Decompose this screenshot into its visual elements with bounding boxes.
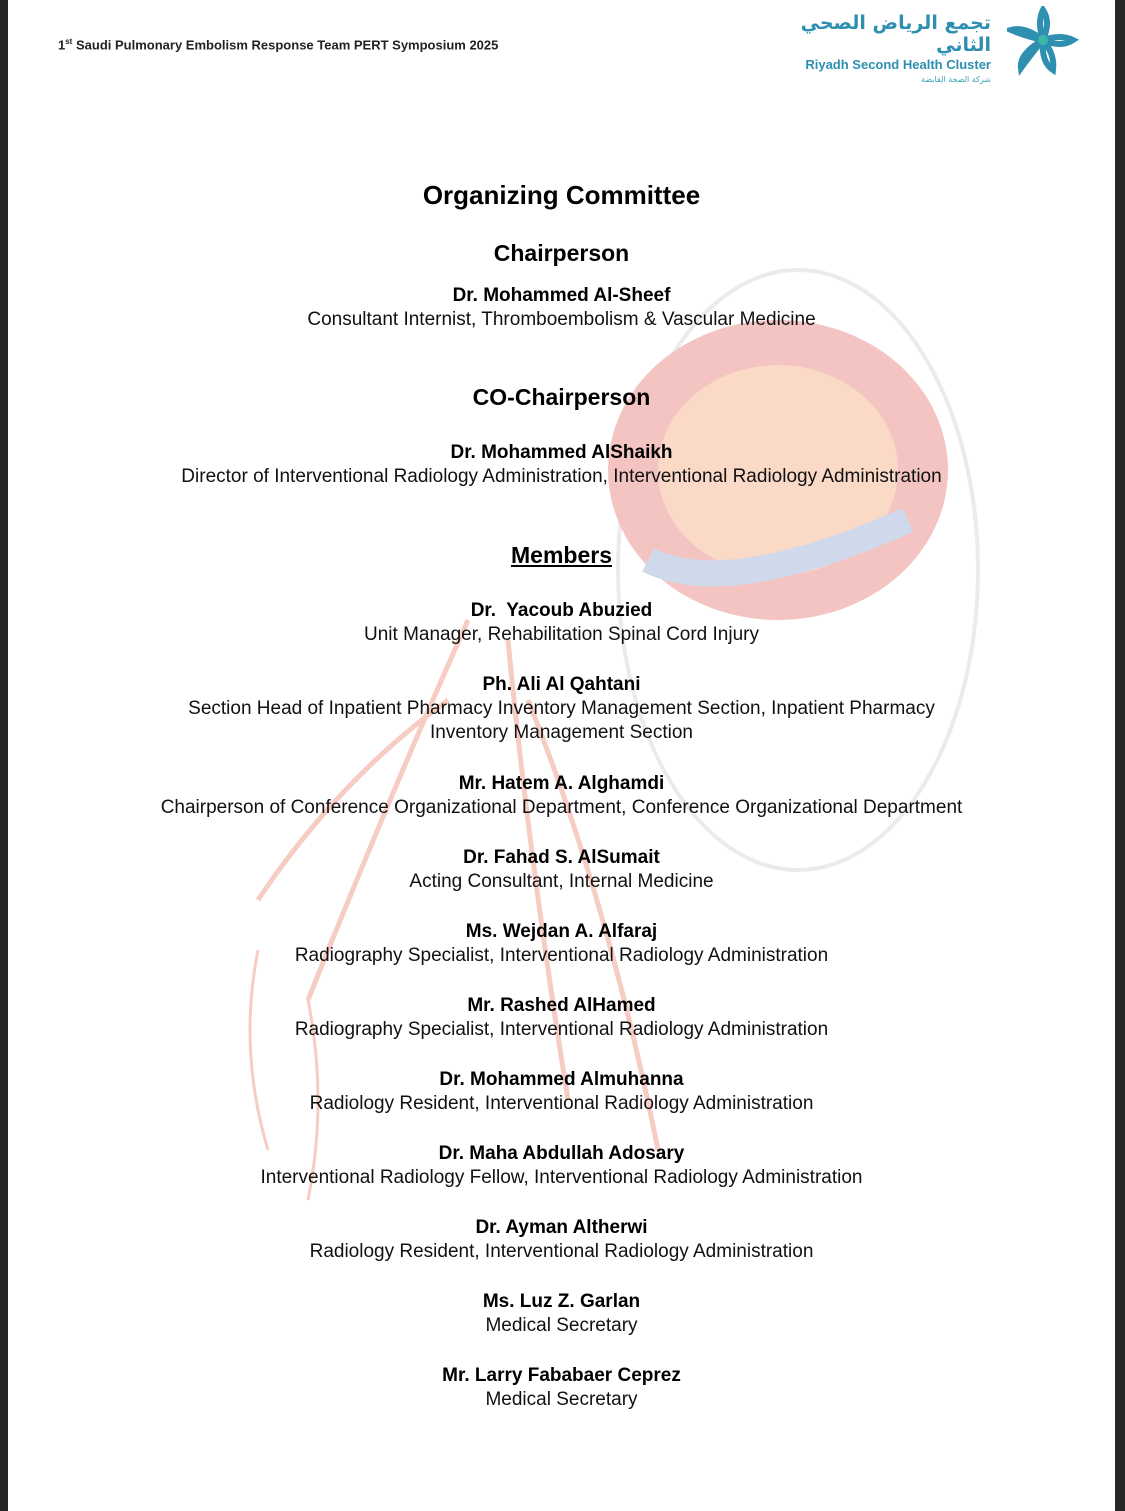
member-entry [68, 846, 1055, 894]
member-entry [68, 599, 1055, 647]
member-entry [68, 1216, 1055, 1264]
member-name: Ph. Ali Al Qahtani [482, 674, 641, 695]
logo-english-name: Riyadh Second Health Cluster [805, 57, 991, 72]
member-role: Radiography Specialist, Interventional Radiology Administration [294, 945, 829, 966]
member-entry [68, 920, 1055, 968]
member-name: Dr. Yacoub Abuzied [470, 600, 653, 621]
member-role: Radiology Resident, Interventional Radiology Administration [309, 1093, 814, 1114]
member-name: Dr. Ayman Altherwi [475, 1217, 648, 1238]
chair-role: Consultant Internist, Thromboembolism & Vascular Medicine [307, 309, 816, 330]
member-name: Dr. Mohammed Almuhanna [439, 1069, 684, 1090]
member-role: Radiology Resident, Interventional Radiology Administration [309, 1241, 814, 1262]
cochair-heading: CO-Chairperson [472, 384, 651, 410]
member-entry [68, 1364, 1055, 1412]
member-name: Mr. Hatem A. Alghamdi [458, 773, 665, 794]
embolism-watermark-illustration [8, 0, 1115, 1511]
logo-text-block [779, 12, 991, 86]
member-role: Interventional Radiology Fellow, Interventional Radiology Administration [260, 1167, 863, 1188]
cochair-entry [68, 441, 1055, 489]
member-entry [68, 1068, 1055, 1116]
member-name: Dr. Fahad S. AlSumait [463, 847, 660, 868]
member-entry [68, 1290, 1055, 1338]
star-flower-logo-icon [1007, 6, 1079, 76]
member-entry [68, 772, 1055, 820]
member-role: Acting Consultant, Internal Medicine [409, 871, 714, 892]
member-entry [68, 994, 1055, 1042]
cochair-name: Dr. Mohammed AlShaikh [450, 442, 673, 463]
cochair-role: Director of Interventional Radiology Administration, Interventional Radiology Administration [181, 466, 942, 487]
member-entry [68, 673, 1055, 745]
member-name: Ms. Luz Z. Garlan [482, 1291, 641, 1312]
member-entry [68, 1142, 1055, 1190]
document-page [8, 0, 1115, 1511]
member-role: Chairperson of Conference Organizational Department, Conference Organizational Department [160, 797, 963, 818]
member-name: Mr. Larry Fababaer Ceprez [442, 1365, 681, 1386]
header-title-text: Saudi Pulmonary Embolism Response Team PERT Symposium 2025 [75, 37, 499, 53]
logo-arabic-subtitle: شركة الصحة القابضة [921, 75, 991, 84]
logo-arabic-name: تجمع الرياض الصحي الثاني [800, 12, 991, 56]
header-ordinal-suffix: st [65, 37, 73, 46]
members-heading: Members [511, 542, 612, 568]
page-title: Organizing Committee [422, 180, 701, 210]
member-name: Dr. Maha Abdullah Adosary [438, 1143, 685, 1164]
member-role: Medical Secretary [485, 1389, 638, 1410]
chair-entry [68, 284, 1055, 332]
symposium-header [58, 37, 498, 52]
member-name: Ms. Wejdan A. Alfaraj [465, 921, 658, 942]
member-role: Radiography Specialist, Interventional Radiology Administration [294, 1019, 829, 1040]
header-ordinal: 1 [58, 37, 66, 53]
member-role: Section Head of Inpatient Pharmacy Inventory Management Section, Inpatient Pharmacy [188, 698, 935, 719]
cluster-logo [779, 6, 1079, 84]
chair-heading: Chairperson [493, 240, 630, 266]
member-role-continued: Inventory Management Section [430, 722, 693, 743]
member-role: Unit Manager, Rehabilitation Spinal Cord Injury [364, 624, 759, 645]
chair-name: Dr. Mohammed Al-Sheef [452, 285, 671, 306]
member-name: Mr. Rashed AlHamed [467, 995, 656, 1016]
member-role: Medical Secretary [485, 1315, 638, 1336]
